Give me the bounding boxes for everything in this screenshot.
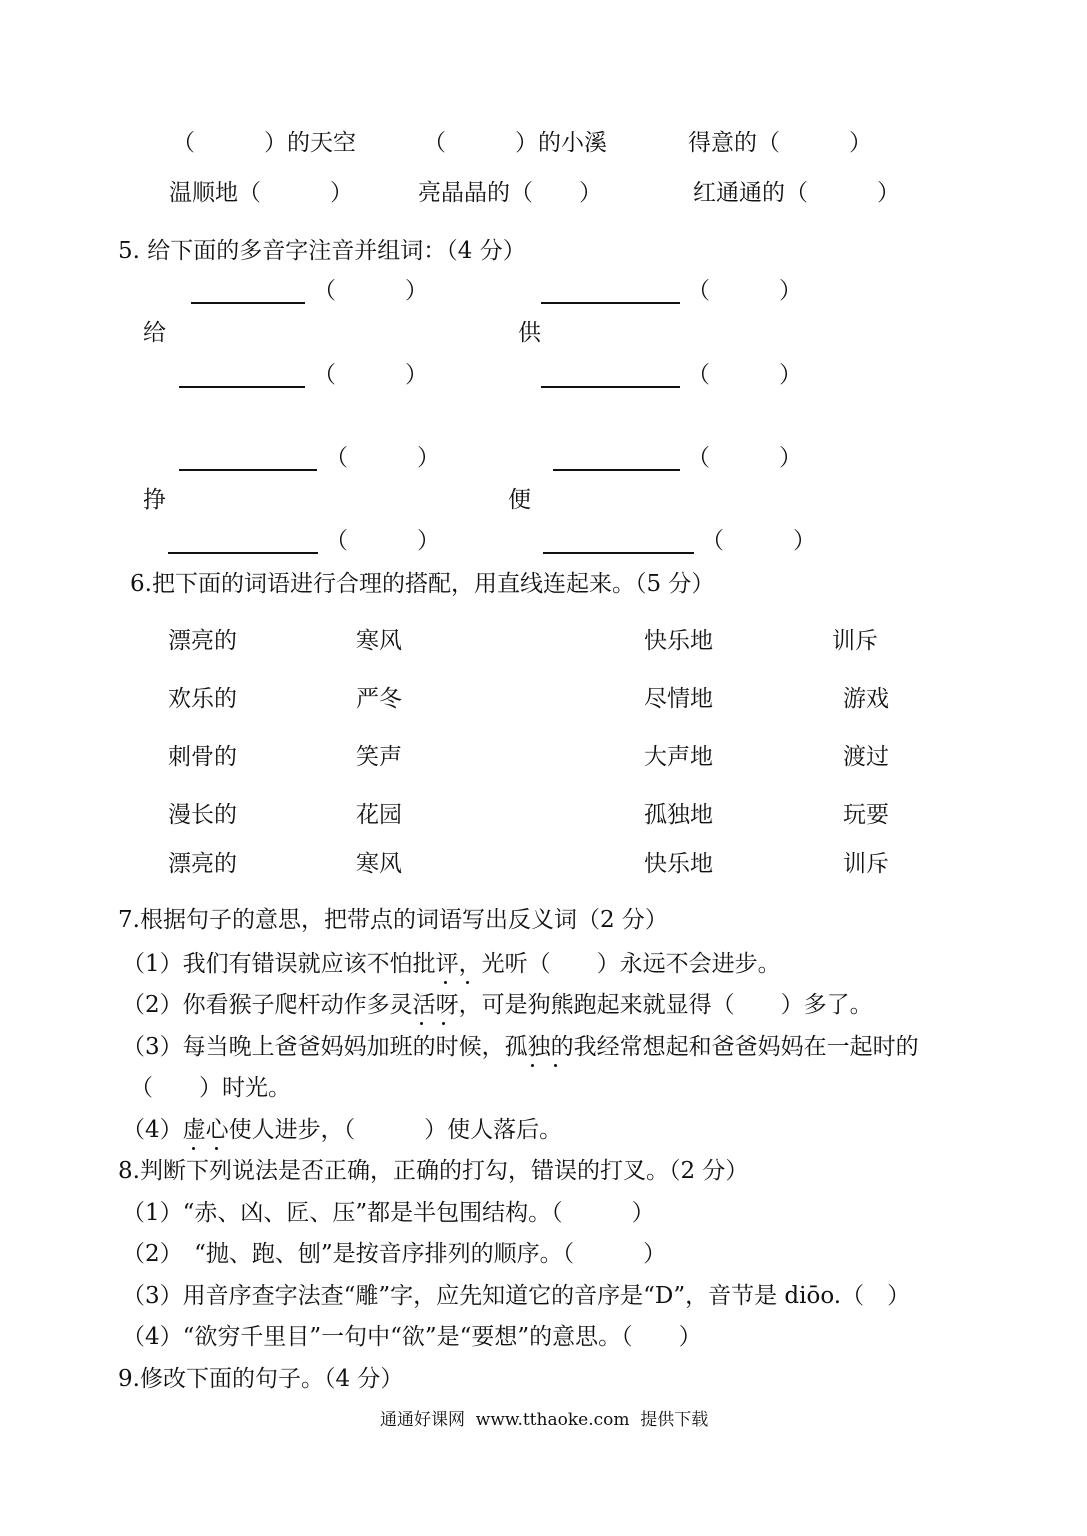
fill-in-4: 温顺地（ ） — [169, 180, 353, 206]
q9-title: 9.修改下面的句子。（4 分） — [118, 1366, 404, 1392]
q7-title: 7.根据句子的意思，把带点的词语写出反义词（2 分） — [118, 907, 668, 933]
emphasis-dot — [554, 1064, 557, 1067]
page-footer: 通通好课网 www.tthaoke.com 提供下载 — [380, 1410, 709, 1430]
q5-blank[interactable] — [168, 552, 318, 554]
emphasis-dot — [192, 1147, 195, 1150]
q5-paren: （ ） — [701, 528, 816, 554]
emphasis-dot — [442, 1022, 445, 1025]
q7-item-4: （4）虚心使人进步，（ ）使人落后。 — [122, 1117, 563, 1143]
q5-char-zheng: 挣 — [143, 487, 166, 513]
q6-word: 孤独地 — [644, 802, 713, 828]
q6-word: 训斥 — [843, 851, 889, 877]
q6-title: 6.把下面的词语进行合理的搭配，用直线连起来。（5 分） — [130, 571, 715, 597]
q6-word: 尽情地 — [644, 686, 713, 712]
q6-word: 寒风 — [356, 628, 402, 654]
q5-paren: （ ） — [687, 278, 802, 304]
q6-word: 寒风 — [356, 851, 402, 877]
q6-word: 快乐地 — [644, 628, 713, 654]
q8-item-1: （1）“赤、凶、匠、压”都是半包围结构。（ ） — [122, 1200, 655, 1226]
q6-word: 渡过 — [843, 744, 889, 770]
q6-word: 训斥 — [832, 628, 878, 654]
emphasis-dot — [466, 981, 469, 984]
fill-in-1: （ ）的天空 — [172, 130, 356, 156]
emphasis-dot — [420, 1022, 423, 1025]
q6-word: 游戏 — [843, 686, 889, 712]
q7-item-2: （2）你看猴子爬杆动作多灵活呀，可是狗熊跑起来就显得（ ）多了。 — [122, 992, 873, 1018]
emphasis-dot — [444, 981, 447, 984]
q5-paren: （ ） — [313, 278, 428, 304]
q5-paren: （ ） — [325, 445, 440, 471]
q6-word: 大声地 — [644, 744, 713, 770]
q5-blank[interactable] — [179, 469, 317, 471]
q6-word: 刺骨的 — [168, 744, 237, 770]
q5-blank[interactable] — [543, 552, 694, 554]
q5-paren: （ ） — [313, 362, 428, 388]
q5-char-gei: 给 — [143, 320, 166, 346]
fill-in-3: 得意的（ ） — [688, 130, 872, 156]
q5-blank[interactable] — [179, 386, 305, 388]
q5-paren: （ ） — [687, 362, 802, 388]
q6-word: 玩要 — [843, 802, 889, 828]
q6-word: 快乐地 — [644, 851, 713, 877]
q6-word: 欢乐的 — [168, 686, 237, 712]
q8-item-3: （3）用音序查字法查“雕”字，应先知道它的音序是“D”，音节是 diōo.（ ） — [122, 1283, 911, 1309]
q6-word: 严冬 — [356, 686, 402, 712]
q5-paren: （ ） — [325, 528, 440, 554]
q5-blank[interactable] — [553, 469, 680, 471]
q5-paren: （ ） — [687, 445, 802, 471]
q6-word: 漂亮的 — [168, 628, 237, 654]
q5-blank[interactable] — [541, 386, 680, 388]
q6-word: 漂亮的 — [168, 851, 237, 877]
q6-word: 漫长的 — [168, 802, 237, 828]
emphasis-dot — [215, 1147, 218, 1150]
fill-in-5: 亮晶晶的（ ） — [418, 180, 602, 206]
q8-item-4: （4）“欲穷千里目”一句中“欲”是“要想”的意思。（ ） — [122, 1324, 702, 1350]
q8-item-2: （2） “抛、跑、刨”是按音序排列的顺序。（ ） — [122, 1241, 667, 1267]
q8-title: 8.判断下列说法是否正确，正确的打勾，错误的打叉。（2 分） — [118, 1158, 749, 1184]
q7-item-1: （1）我们有错误就应该不怕批评，光听（ ）永远不会进步。 — [122, 951, 781, 977]
q5-char-gong: 供 — [518, 320, 541, 346]
q5-title: 5. 给下面的多音字注音并组词：（4 分） — [118, 238, 526, 264]
q5-blank[interactable] — [541, 302, 680, 304]
q5-char-bian: 便 — [508, 487, 531, 513]
fill-in-6: 红通通的（ ） — [693, 180, 900, 206]
q7-item-3-cont: （ ）时光。 — [130, 1075, 291, 1101]
q6-word: 笑声 — [356, 744, 402, 770]
q5-blank[interactable] — [191, 302, 305, 304]
q7-item-3: （3）每当晚上爸爸妈妈加班的时候，孤独的我经常想起和爸爸妈妈在一起时的 — [122, 1034, 919, 1060]
emphasis-dot — [531, 1064, 534, 1067]
fill-in-2: （ ）的小溪 — [423, 130, 607, 156]
q6-word: 花园 — [356, 802, 402, 828]
